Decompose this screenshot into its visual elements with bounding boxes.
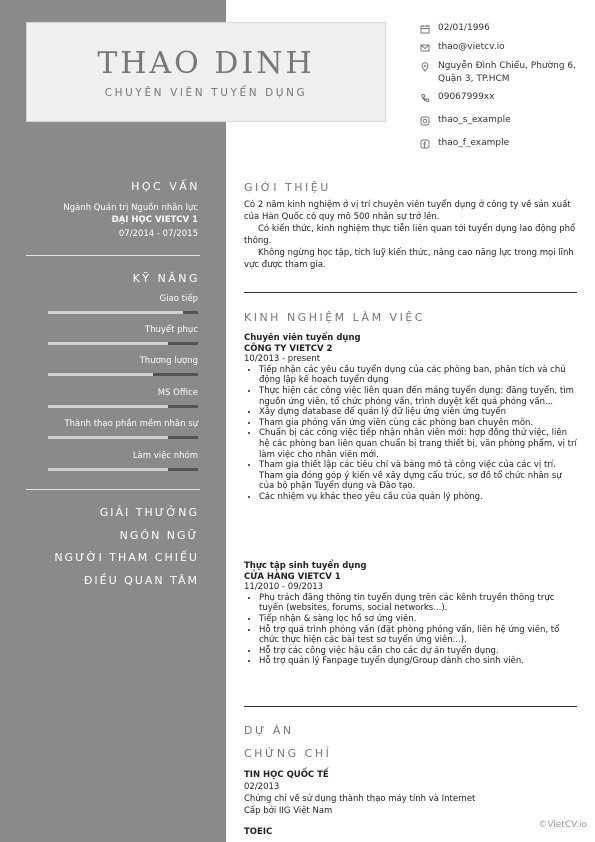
education-heading: HỌC VẤN [131, 180, 200, 193]
skills-heading: KỸ NĂNG [132, 272, 200, 285]
location-icon [420, 62, 430, 72]
job-duty: • Hỗ trợ các công việc hậu cần cho các dự án tuyển dụng. [259, 646, 578, 657]
job-period: 10/2013 - present [244, 354, 321, 365]
job-duty: • Thực hiện các công việc liên quan đến mảng tuyển dụng: đăng tuyển, tìm nguồn ứng viên, tổ chức phỏng vấn, trình duyệt kết quả phỏng vấn... [259, 386, 578, 407]
job-duty: • Chuẩn bị các công việc tiếp nhận nhân viên mới: hợp đồng thử việc, liên hệ các phòng ban liên quan chuẩn bị trang thiết bị, văn phòng phẩm, vị trí làm việc cho nhân viên mới. [259, 428, 578, 460]
social-icon [420, 139, 430, 149]
section-divider [244, 706, 577, 707]
skill-level-bar [48, 311, 198, 314]
contact-text: thao@vietcv.io [438, 42, 505, 52]
job-title: CHUYÊN VIÊN TUYỂN DỤNG [104, 87, 308, 99]
job-company: CỬA HÀNG VIETCV 1 [244, 571, 341, 582]
job-duty: • Hỗ trợ quá trình phỏng vấn (đặt phòng phỏng vấn, liên hệ ứng viên, tổ chức thực hiện các bài test sơ tuyển ứng viên...). [259, 625, 578, 646]
phone-icon [420, 93, 430, 103]
sidebar-divider [26, 489, 200, 490]
job-duty: • Tiếp nhận các yêu cầu tuyển dụng của các phòng ban, phân tích và chủ động lập kế hoạch tuyển dụng [259, 365, 578, 386]
certificate-name: TOEIC [244, 827, 273, 837]
job-duty: • Phụ trách đăng thông tin tuyển dụng trên các kênh truyền thông trực tuyến (websites, forums, social networks...). [259, 593, 578, 614]
name-block [26, 0, 386, 120]
education-school: ĐẠI HỌC VIETCV 1 [111, 215, 198, 225]
skill-label: Giao tiếp [159, 294, 198, 304]
skill-label: Làm việc nhóm [132, 451, 198, 461]
languages-heading: NGÔN NGỮ [119, 529, 199, 542]
job-duty: • Tham gia phỏng vấn ứng viên cùng các phòng ban chuyên môn. [259, 418, 578, 429]
calendar-icon [420, 24, 430, 34]
contact-list [420, 22, 590, 150]
candidate-name: THAO DINH [97, 46, 315, 81]
job-duty: • Tham gia thiết lập các tiêu chí và bảng mô tả công việc của các vị trí. Tham gia đóng góp ý kiến về xây dựng cấu trúc, sơ đồ tổ chức nhân sự của bộ phận Tuyển dụng và Đào tạo. [259, 460, 578, 492]
experience-heading: KINH NGHIỆM LÀM VIỆC [244, 311, 425, 324]
skill-level-bar [48, 436, 198, 439]
certificate-issuer: Cấp bởi IIG Việt Nam [244, 806, 333, 816]
skill-label: Thành thạo phần mềm nhân sự [64, 419, 198, 429]
job-entry [244, 333, 578, 503]
skill-level-fill [48, 311, 183, 314]
intro-text [244, 199, 578, 271]
skill-label: Thuyết phục [144, 325, 198, 335]
certificate-date: 02/2013 [244, 782, 280, 792]
skill-level-fill [48, 405, 168, 408]
certificates-heading: CHỨNG CHỈ [244, 747, 332, 760]
contact-text: 09067999xx [438, 92, 495, 102]
contact-email[interactable] [420, 41, 590, 54]
certificate-entry [244, 769, 578, 817]
projects-heading: DỰ ÁN [244, 724, 294, 737]
job-duty: • Xây dựng database để quản lý dữ liệu ứng viên ứng tuyển [259, 407, 578, 418]
job-duty: • Tiếp nhận & sàng lọc hồ sơ ứng viên. [259, 614, 578, 625]
skill-level-bar [48, 373, 198, 376]
mail-icon [420, 43, 430, 53]
job-duties [244, 365, 578, 503]
contact-birthday [420, 22, 590, 35]
education-period: 07/2014 - 07/2015 [118, 229, 198, 239]
contact-social-s[interactable] [420, 114, 590, 127]
job-entry [244, 561, 578, 667]
awards-heading: GIẢI THƯỞNG [99, 506, 199, 519]
intro-paragraph: Không ngừng học tập, tích luỹ kiến thức, nâng cao năng lực trong mọi lĩnh vực được tham gia. [244, 248, 574, 270]
job-role: Thực tập sinh tuyển dụng [244, 561, 367, 571]
skill-level-fill [48, 436, 168, 439]
references-heading: NGƯỜI THAM CHIẾU [54, 551, 199, 564]
contact-text: 02/01/1996 [438, 23, 490, 33]
skill-label: Thương lượng [139, 356, 198, 366]
skill-level-fill [48, 342, 168, 345]
contact-text: thao_s_example [438, 115, 511, 125]
skill-label: MS Office [157, 388, 198, 398]
job-duty: • Hỗ trợ quản lý Fanpage tuyển dụng/Group dành cho sinh viên. [259, 656, 578, 667]
job-duties [244, 593, 578, 667]
job-duty: • Các nhiệm vụ khác theo yêu cầu của quản lý phòng. [259, 492, 578, 503]
certificate-name: TIN HỌC QUỐC TẾ [244, 770, 329, 780]
certificate-entry [244, 826, 578, 838]
contact-text: thao_f_example [438, 138, 510, 148]
skill-level-fill [48, 373, 153, 376]
skill-level-bar [48, 468, 198, 471]
skill-level-fill [48, 468, 168, 471]
skill-level-bar [48, 405, 198, 408]
contact-text: Nguyễn Đình Chiểu, Phường 6, Quận 3, TP.HCM [438, 61, 576, 84]
contact-social-f[interactable] [420, 137, 590, 150]
watermark: ©VietCV.io [538, 820, 587, 830]
job-company: CÔNG TY VIETCV 2 [244, 343, 333, 354]
contact-phone[interactable] [420, 91, 590, 104]
job-role: Chuyên viên tuyển dụng [244, 333, 361, 343]
interests-heading: ĐIỀU QUAN TÂM [83, 574, 199, 587]
intro-paragraph: Có kiến thức, kinh nghiệm thực tiễn liên quan tới tuyển dụng lao động phổ thông. [244, 224, 576, 246]
job-period: 11/2010 - 09/2013 [244, 582, 324, 593]
skill-level-bar [48, 342, 198, 345]
intro-heading: GIỚI THIỆU [244, 181, 331, 194]
education-major: Ngành Quản trị Nguồn nhân lực [63, 203, 198, 213]
certificate-desc: Chứng chỉ về sử dụng thành thạo máy tính và Internet [244, 794, 476, 804]
section-divider [244, 292, 577, 293]
intro-paragraph: Có 2 năm kinh nghiệm ở vị trí chuyên viên tuyển dụng ở công ty về sản xuất của Hàn Quốc có quy mô 500 nhân sự trở lên. [244, 200, 571, 222]
social-icon [420, 116, 430, 126]
contact-address [420, 60, 590, 86]
sidebar-divider [26, 255, 200, 256]
